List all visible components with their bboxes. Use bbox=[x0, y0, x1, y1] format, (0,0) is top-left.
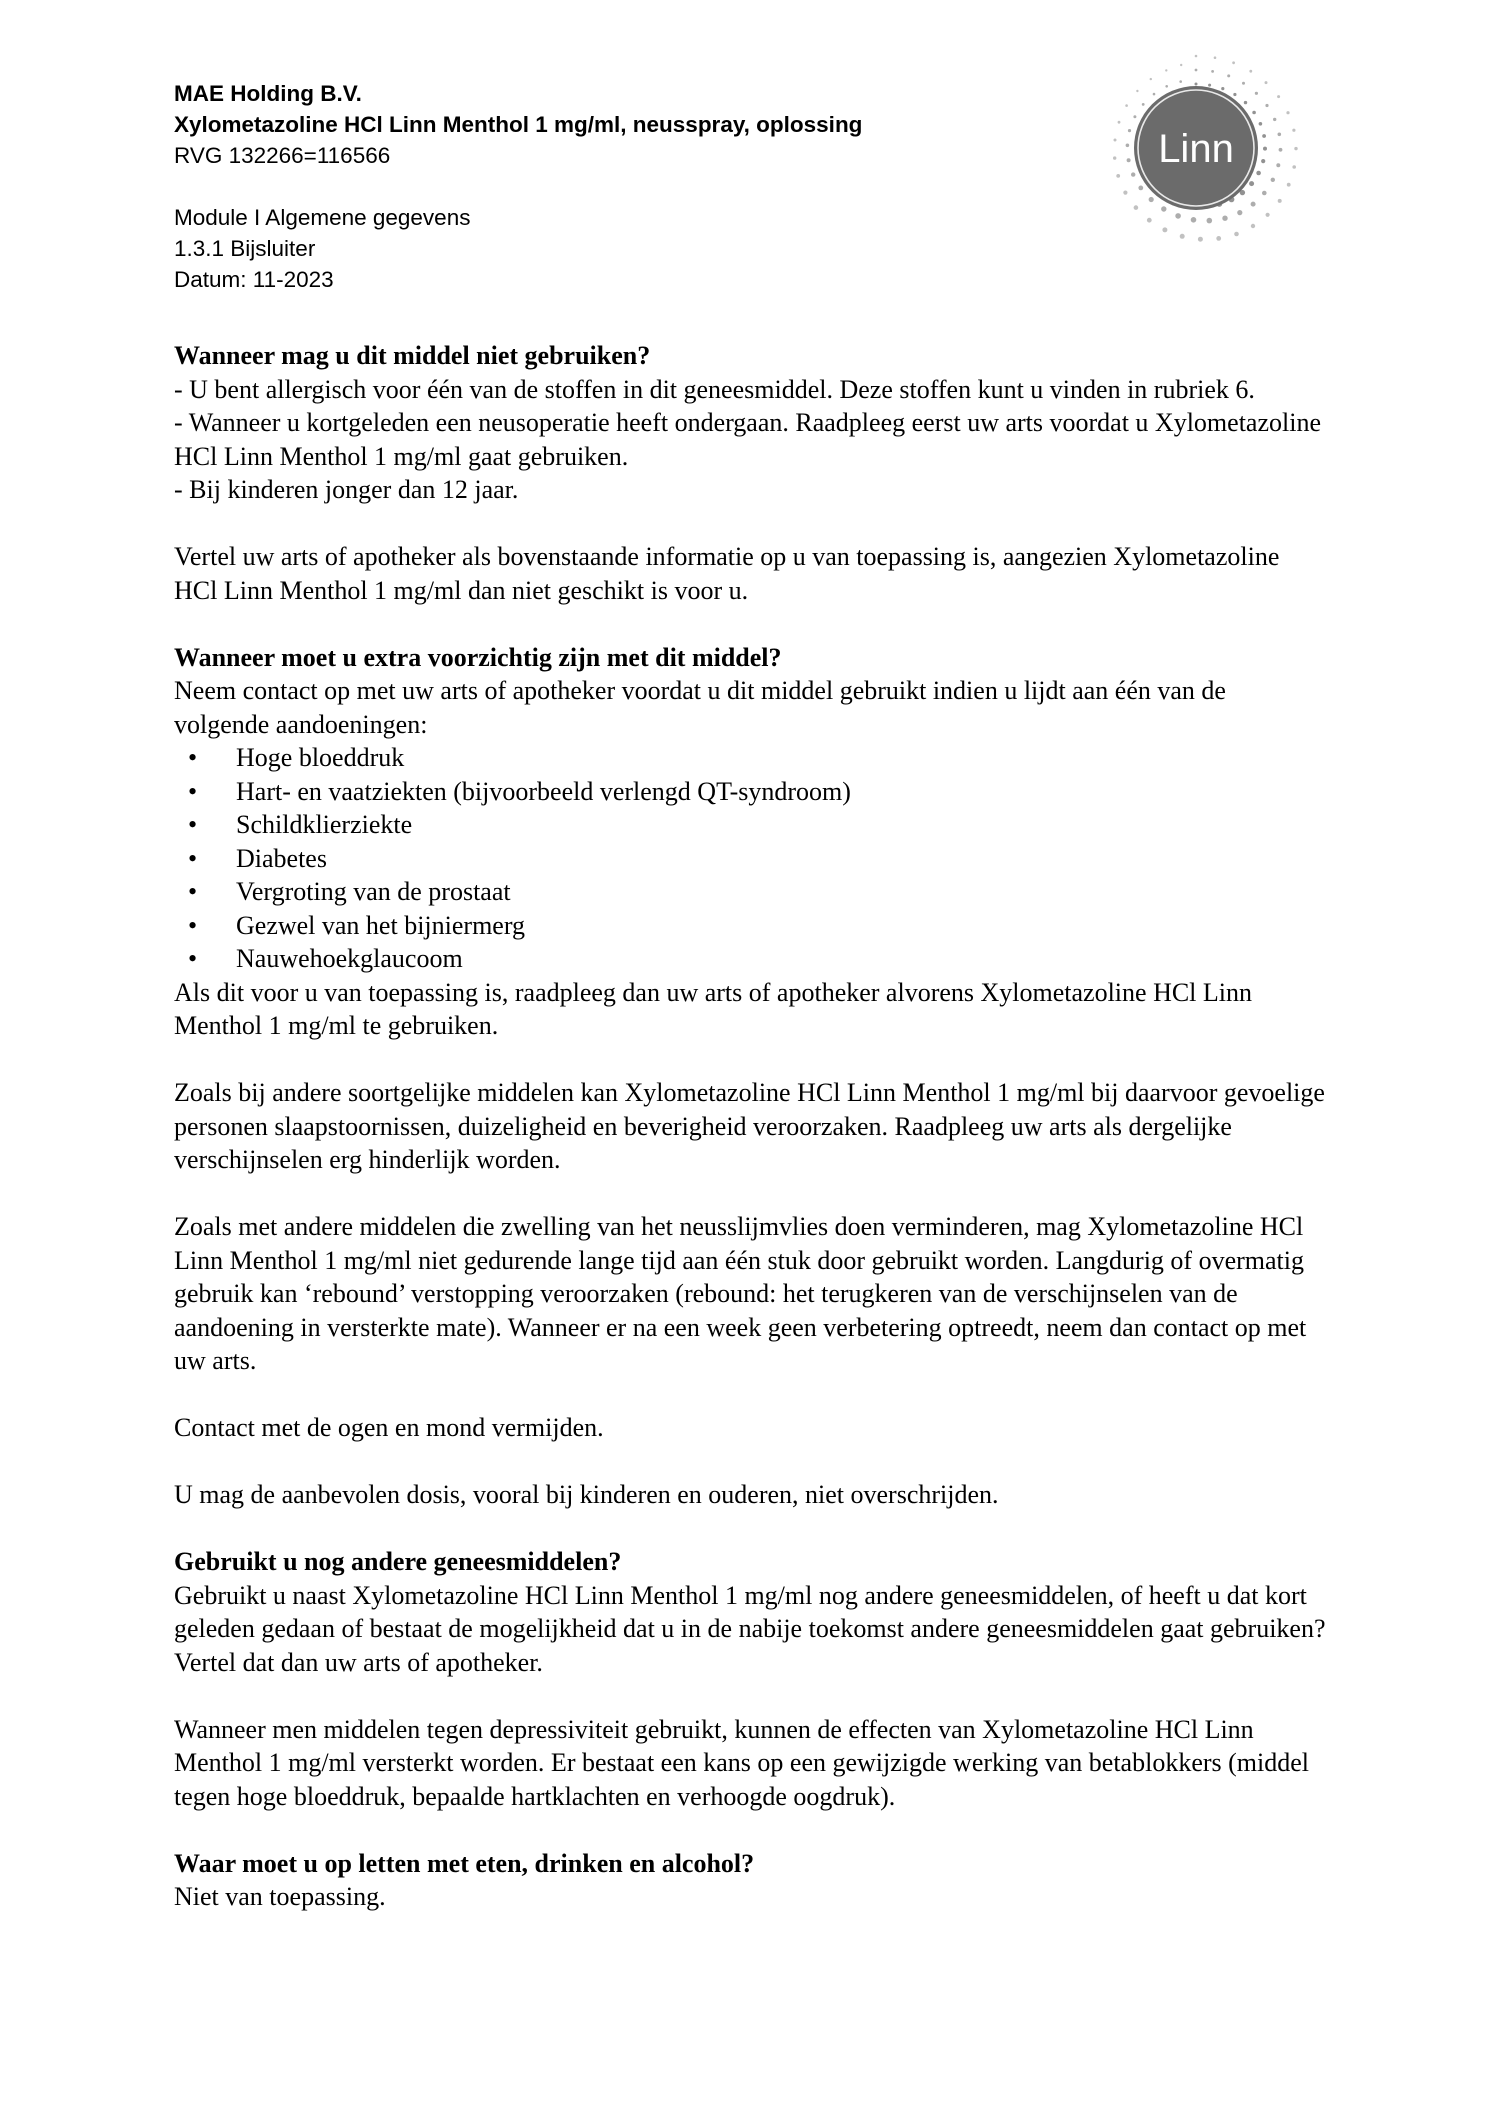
list-item-label: Vergroting van de prostaat bbox=[236, 877, 511, 906]
section-2-paragraph-1: Zoals bij andere soortgelijke middelen kan Xylometazoline HCl Linn Menthol 1 mg/ml bij daarvoor gevoelige personen slaapstoornissen, duizeligheid en beverigheid veroorzaken. Raadpleeg uw arts als dergelijke verschijnselen erg hinderlijk worden. bbox=[174, 1078, 1325, 1174]
spacer bbox=[174, 1813, 1326, 1847]
list-item-label: Diabetes bbox=[236, 843, 327, 873]
section-heading-2: Wanneer moet u extra voorzichtig zijn met dit middel? bbox=[174, 642, 782, 672]
document-header bbox=[174, 78, 1326, 171]
logo-text: Linn bbox=[1158, 127, 1234, 171]
bullet-icon: • bbox=[188, 910, 198, 940]
list-item bbox=[174, 775, 1326, 809]
spacer bbox=[174, 1445, 1326, 1479]
spacer bbox=[174, 1378, 1326, 1412]
bullet-icon: • bbox=[188, 843, 198, 873]
bullet-icon: • bbox=[188, 810, 198, 839]
spacer bbox=[174, 1679, 1326, 1713]
list-item bbox=[174, 909, 1326, 943]
document-meta bbox=[174, 202, 1326, 295]
list-item-label: Schildklierziekte bbox=[236, 810, 413, 839]
section-2-paragraph-2: Zoals met andere middelen die zwelling van het neusslijmvlies doen verminderen, mag Xylometazoline HCl Linn Menthol 1 mg/ml niet gedurende lange tijd aan één stuk door gebruikt worden. Langdurig of overmatig gebruik kan ‘rebound’ verstopping veroorzaken (rebound: het terugkeren van de verschijnselen van de aandoening in versterkte mate). Wanneer er na een week geen verbetering optreedt, neem dan contact op met uw arts. bbox=[174, 1212, 1307, 1375]
section-heading-4: Waar moet u op letten met eten, drinken en alcohol? bbox=[174, 1848, 755, 1878]
list-item-label: Nauwehoekglaucoom bbox=[236, 944, 463, 973]
section-heading-1: Wanneer mag u dit middel niet gebruiken? bbox=[174, 341, 651, 370]
module-label: Module I Algemene gegevens bbox=[174, 205, 471, 230]
section-3-paragraph-2: Wanneer men middelen tegen depressiviteit gebruikt, kunnen de effecten van Xylometazoline HCl Linn Menthol 1 mg/ml versterkt worden. Er bestaat een kans op een gewijzigde werking van betablokkers (middel tegen hoge bloeddruk, bepaalde hartklachten en verhoogde oogdruk). bbox=[174, 1714, 1309, 1811]
list-item bbox=[174, 842, 1326, 876]
list-item-label: Hart- en vaatziekten (bijvoorbeeld verlengd QT-syndroom) bbox=[236, 776, 851, 806]
spacer bbox=[174, 607, 1326, 641]
document-content bbox=[174, 78, 1326, 1914]
bullet-icon: • bbox=[188, 877, 198, 906]
section-4-paragraph-1: Niet van toepassing. bbox=[174, 1882, 386, 1911]
list-item bbox=[174, 741, 1326, 775]
conditions-list bbox=[174, 741, 1326, 976]
bullet-icon: • bbox=[188, 944, 198, 973]
section-3-paragraph-1: Gebruikt u naast Xylometazoline HCl Linn Menthol 1 mg/ml nog andere geneesmiddelen, of heeft u dat kort geleden gedaan of bestaat de mogelijkheid dat u in de nabije toekomst andere geneesmiddelen gaat gebruiken? Vertel dat dan uw arts of apotheker. bbox=[174, 1580, 1326, 1677]
date-label: Datum: 11-2023 bbox=[174, 267, 334, 292]
product-name: Xylometazoline HCl Linn Menthol 1 mg/ml, neusspray, oplossing bbox=[174, 112, 863, 137]
section-1-after-paragraph-1: Vertel uw arts of apotheker als bovenstaande informatie op u van toepassing is, aangezien Xylometazoline HCl Linn Menthol 1 mg/ml dan niet geschikt is voor u. bbox=[174, 542, 1280, 605]
list-item bbox=[174, 875, 1326, 909]
section-2-intro: Neem contact op met uw arts of apotheker voordat u dit middel gebruikt indien u lijdt aan één van de volgende aandoeningen: bbox=[174, 676, 1226, 739]
spacer bbox=[174, 1177, 1326, 1211]
list-item-label: Hoge bloeddruk bbox=[236, 743, 405, 772]
spacer bbox=[174, 1512, 1326, 1546]
section-1-paragraph-3: - Bij kinderen jonger dan 12 jaar. bbox=[174, 475, 519, 504]
document-body bbox=[174, 339, 1326, 1914]
list-item-label: Gezwel van het bijniermerg bbox=[236, 910, 526, 940]
spacer bbox=[174, 507, 1326, 541]
spacer bbox=[174, 1043, 1326, 1077]
bullet-icon: • bbox=[188, 776, 198, 806]
section-2-paragraph-4: U mag de aanbevolen dosis, vooral bij kinderen en ouderen, niet overschrijden. bbox=[174, 1480, 999, 1509]
list-item bbox=[174, 942, 1326, 976]
company-name: MAE Holding B.V. bbox=[174, 81, 362, 106]
bullet-icon: • bbox=[188, 743, 198, 772]
section-1-paragraph-2: - Wanneer u kortgeleden een neusoperatie heeft ondergaan. Raadpleeg eerst uw arts voordat u Xylometazoline HCl Linn Menthol 1 mg/ml gaat gebruiken. bbox=[174, 408, 1321, 471]
section-2-after-bullets: Als dit voor u van toepassing is, raadpleeg dan uw arts of apotheker alvorens Xylometazoline HCl Linn Menthol 1 mg/ml te gebruiken. bbox=[174, 977, 1253, 1040]
registration-number: RVG 132266=116566 bbox=[174, 143, 391, 168]
section-1-paragraph-1: - U bent allergisch voor één van de stoffen in dit geneesmiddel. Deze stoffen kunt u vinden in rubriek 6. bbox=[174, 374, 1255, 404]
section-heading-3: Gebruikt u nog andere geneesmiddelen? bbox=[174, 1547, 622, 1576]
section-2-paragraph-3: Contact met de ogen en mond vermijden. bbox=[174, 1413, 604, 1442]
section-label: 1.3.1 Bijsluiter bbox=[174, 236, 316, 261]
list-item bbox=[174, 808, 1326, 842]
